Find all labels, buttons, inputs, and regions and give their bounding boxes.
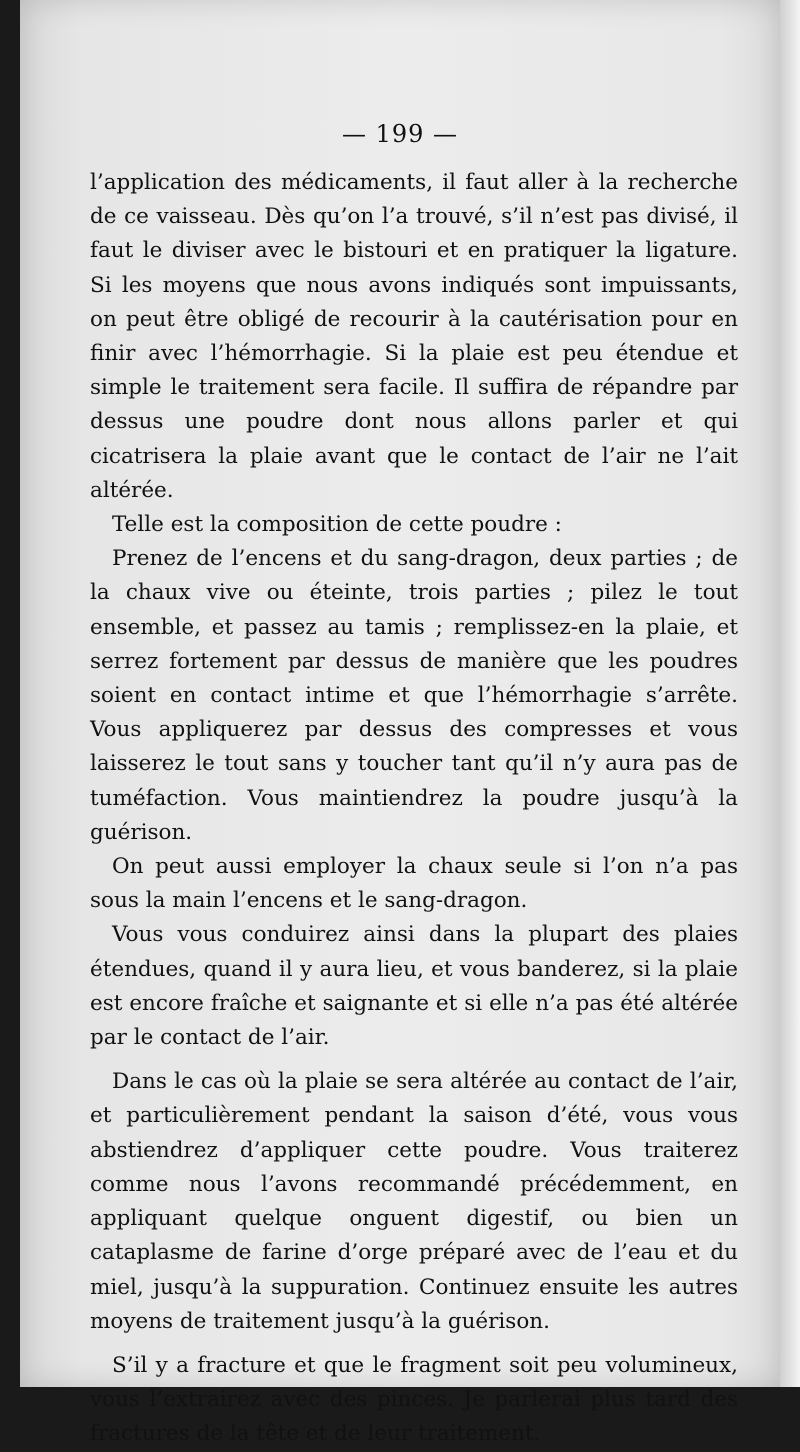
paragraph: Dans le cas où la plaie se sera altérée au contact de l’air, et particulièrement pendant la saison d’été, vous vous abstiendrez d’appliquer cette poudre. Vous traiterez comme nous l’avons recommandé précédemment, en appliquant quelque onguent digestif, ou bien un cataplasme de farine d’orge préparé avec de l’eau et du miel, jusqu’à la suppuration. Continuez ensuite les autres moyens de traitement jusqu’à la guérison. (90, 1069, 738, 1334)
paragraph: S’il y a fracture et que le fragment soit peu volumineux, vous l’extrairez avec des pinces. Je parlerai plus tard des fractures de la tête et de leur traitement. (90, 1352, 738, 1447)
body-text (90, 166, 738, 1452)
paragraph: l’application des médicaments, il faut aller à la recherche de ce vaisseau. Dès qu’on l’a trouvé, s’il n’est pas divisé, il faut le diviser avec le bistouri et en pratiquer la ligature. Si les moyens que nous avons indiqués sont impuissants, on peut être obligé de recourir à la cautérisation pour en finir avec l’hémorrhagie. Si la plaie est peu étendue et simple le traitement sera facile. Il suffira de répandre par dessus une poudre dont nous allons parler et qui cicatrisera la plaie avant que le contact de l’air ne l’ait altérée. (90, 170, 738, 503)
paragraph: Telle est la composition de cette poudre : (112, 512, 562, 538)
paragraph: Vous vous conduirez ainsi dans la plupart des plaies étendues, quand il y aura lieu, et vous banderez, si la plaie est encore fraîche et saignante et si elle n’a pas été altérée par le contact de l’air. (90, 922, 738, 1051)
page-edge (780, 0, 800, 1387)
paragraph: Prenez de l’encens et du sang-dragon, deux parties ; de la chaux vive ou éteinte, trois parties ; pilez le tout ensemble, et passez au tamis ; remplissez-en la plaie, et serrez fortement par dessus de manière que les poudres soient en contact intime et que l’hémorrhagie s’arrête. Vous appliquerez par dessus des compresses et vous laisserez le tout sans y toucher tant qu’il n’y aura pas de tuméfaction. Vous maintiendrez la poudre jusqu’à la guérison. (90, 546, 738, 845)
page-number: — 199 — (341, 120, 459, 148)
paragraph: On peut aussi employer la chaux seule si l’on n’a pas sous la main l’encens et le sang-dragon. (90, 854, 738, 914)
